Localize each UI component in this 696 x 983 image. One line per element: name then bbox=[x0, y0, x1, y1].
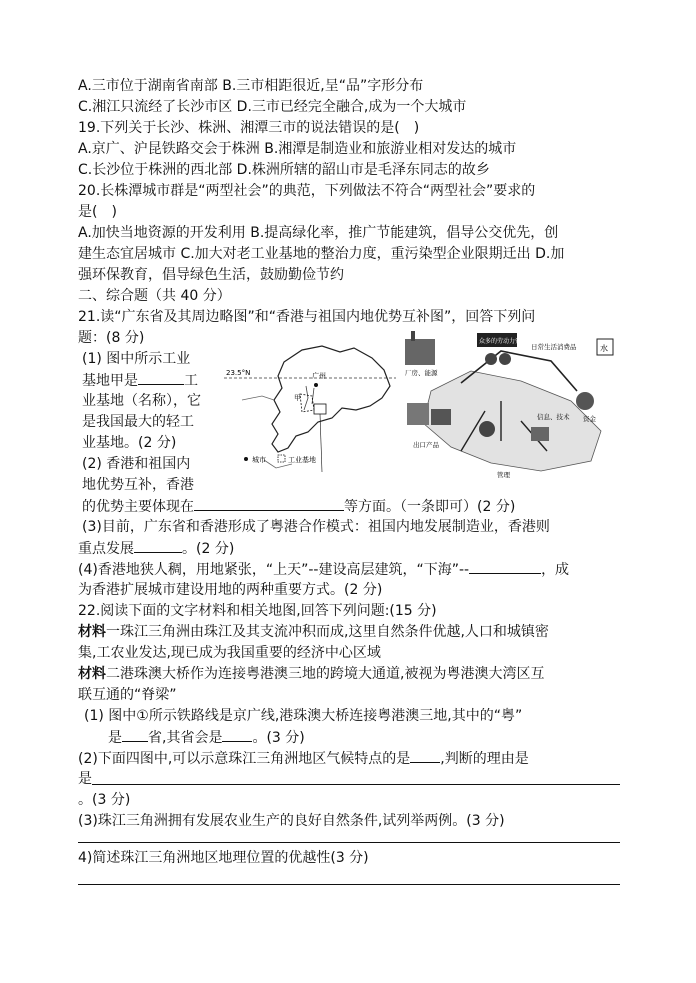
material-1 bbox=[78, 622, 549, 643]
answer-blank-sea[interactable] bbox=[469, 559, 541, 574]
q21-part1-line5: 业基地。(2 分) bbox=[82, 435, 177, 451]
line-18-ab: A.三市位于湖南省南部 B.三市相距很近,呈“品”字形分布 bbox=[78, 78, 424, 94]
section-title: 二、综合题（共 40 分） bbox=[78, 288, 231, 304]
answer-blank-capital[interactable] bbox=[222, 727, 252, 742]
guangdong-map bbox=[222, 340, 398, 472]
q22-text: (2)下面四图中,可以示意珠江三角洲地区气候特点的是 bbox=[78, 751, 411, 767]
answer-line[interactable] bbox=[78, 884, 620, 885]
info-icon bbox=[531, 427, 549, 441]
person-icon bbox=[479, 421, 495, 437]
material-1-line2: 集,工农业发达,现已成为我国重要的经济中心区域 bbox=[78, 645, 381, 661]
legend-base: 工业基地 bbox=[288, 456, 316, 464]
answer-blank-climate[interactable] bbox=[410, 748, 440, 763]
label-info: 信息、技术 bbox=[537, 413, 570, 421]
q22-text: 是 bbox=[108, 730, 122, 746]
legend-city: 城市 bbox=[252, 456, 266, 464]
q21-text: 等方面。（一条即可）(2 分) bbox=[344, 499, 516, 515]
answer-line[interactable] bbox=[92, 784, 620, 785]
label-manage: 管理 bbox=[497, 471, 510, 479]
answer-line[interactable] bbox=[78, 842, 620, 843]
question-21: 21.读“广东省及其周边略图”和“香港与祖国内地优势互补图”，回答下列问 bbox=[78, 309, 536, 325]
money-bag-icon bbox=[576, 392, 594, 410]
q21-part2: (2) 香港和祖国内 bbox=[82, 456, 191, 472]
q22-text: 。(3 分) bbox=[252, 730, 305, 746]
chimney-icon bbox=[411, 331, 415, 341]
label-water: 水 bbox=[600, 344, 608, 353]
computer-icon bbox=[407, 403, 429, 425]
base-jia-label: 甲 bbox=[294, 394, 301, 402]
material-text: 一珠江三角洲由珠江及其支流冲积而成,这里自然条件优越,人口和城镇密 bbox=[106, 624, 549, 640]
hk-complement-diagram bbox=[401, 331, 619, 479]
answer-blank-develop[interactable] bbox=[134, 538, 182, 553]
question-20-b: 建生态宜居城市 C.加大对老工业基地的整治力度，重污染型企业限期迁出 D.加 bbox=[78, 246, 565, 262]
q21-text: (4)香港地狭人稠，用地紧张，“上天”--建设高层建筑，“下海”-- bbox=[78, 562, 470, 578]
q22-text: 省,其省会是 bbox=[148, 730, 223, 746]
q21-part4 bbox=[78, 559, 569, 581]
question-19: 19.下列关于长沙、株洲、湘潭三市的说法错误的是( ) bbox=[78, 120, 420, 136]
q22-part1-line2 bbox=[108, 727, 305, 749]
q21-part1-line3: 业基地（名称），它 bbox=[82, 393, 201, 409]
answer-blank-base[interactable] bbox=[138, 370, 184, 385]
material-label: 材料 bbox=[78, 666, 106, 682]
worker-icon bbox=[499, 353, 511, 365]
q22-part3: (3)珠江三角洲拥有发展农业生产的良好自然条件,试列举两例。(3 分) bbox=[78, 813, 505, 829]
label-factory: 厂房、能源 bbox=[405, 369, 438, 377]
answer-blank-province[interactable] bbox=[122, 727, 148, 742]
q21-text: 工 bbox=[184, 373, 198, 389]
q22-part2-line3: 。(3 分) bbox=[78, 792, 131, 808]
question-22: 22.阅读下面的文字材料和相关地图,回答下列问题:(15 分) bbox=[78, 603, 437, 619]
q22-part2 bbox=[78, 748, 529, 770]
question-19-cd: C.长沙位于株洲的西北部 D.株洲所辖的韶山市是毛泽东同志的故乡 bbox=[78, 162, 490, 178]
q21-text: 的优势主要体现在 bbox=[82, 499, 194, 515]
material-label: 材料 bbox=[78, 624, 106, 640]
q22-part4: 4)简述珠江三角洲地区地理位置的优越性(3 分) bbox=[78, 850, 369, 866]
worker-icon bbox=[485, 353, 497, 365]
label-labor: 众多的劳动力资源 bbox=[479, 338, 528, 345]
question-20-d: 强环保教育，倡导绿色生活，鼓励勤俭节约 bbox=[78, 267, 344, 283]
q22-text: ,判断的理由是 bbox=[440, 751, 529, 767]
city-dot bbox=[314, 383, 318, 387]
q21-part2-line3 bbox=[82, 496, 515, 518]
question-20-cont: 是( ) bbox=[78, 204, 117, 220]
label-daily: 日常生活消费品 bbox=[531, 343, 577, 351]
factory-icon bbox=[405, 339, 435, 365]
city-label: 广州 bbox=[312, 372, 326, 380]
line-18-cd: C.湘江只流经了长沙市区 D.三市已经完全融合,成为一个大城市 bbox=[78, 99, 467, 115]
q21-part1-line2 bbox=[82, 370, 198, 392]
question-19-ab: A.京广、沪昆铁路交会于株洲 B.湘潭是制造业和旅游业相对发达的城市 bbox=[78, 141, 517, 157]
q21-part1: (1) 图中所示工业 bbox=[82, 351, 191, 367]
q21-part3: (3)目前，广东省和香港形成了粤港合作模式：祖国内地发展制造业，香港则 bbox=[82, 519, 550, 535]
q21-text: 重点发展 bbox=[78, 541, 134, 557]
q21-text: 。(2 分) bbox=[182, 541, 235, 557]
question-21-score: 题：(8 分) bbox=[78, 330, 145, 346]
goods-icon bbox=[431, 409, 451, 425]
question-20-a: A.加快当地资源的开发利用 B.提高绿化率，推广节能建筑，倡导公交优先，创 bbox=[78, 225, 559, 241]
q21-text: ，成 bbox=[541, 562, 570, 578]
question-20: 20.长株潭城市群是“两型社会”的典范，下列做法不符合“两型社会”要求的 bbox=[78, 183, 536, 199]
q21-text: 基地甲是 bbox=[82, 373, 138, 389]
material-2-line2: 联互通的“脊梁” bbox=[78, 687, 177, 703]
label-export: 出口产品 bbox=[413, 441, 439, 449]
material-2 bbox=[78, 664, 544, 685]
q22-part2-line2: 是 bbox=[78, 771, 92, 787]
q21-part1-line4: 是我国最大的轻工 bbox=[82, 414, 194, 430]
answer-blank-advantage[interactable] bbox=[194, 496, 344, 511]
label-fund: 资金 bbox=[583, 415, 596, 423]
q21-part4-line2: 为香港扩展城市建设用地的两种重要方式。(2 分) bbox=[78, 582, 383, 598]
q21-part2-line2: 地优势互补，香港 bbox=[82, 477, 194, 493]
material-text: 二港珠澳大桥作为连接粤港澳三地的跨境大通道,被视为粤港澳大湾区互 bbox=[106, 666, 545, 682]
legend-city-dot bbox=[244, 457, 248, 461]
q22-part1: (1) 图中①所示铁路线是京广线,港珠澳大桥连接粤港澳三地,其中的“粤” bbox=[84, 708, 523, 724]
lat-label: 23.5°N bbox=[226, 369, 251, 377]
q21-part3-line2 bbox=[78, 538, 234, 560]
